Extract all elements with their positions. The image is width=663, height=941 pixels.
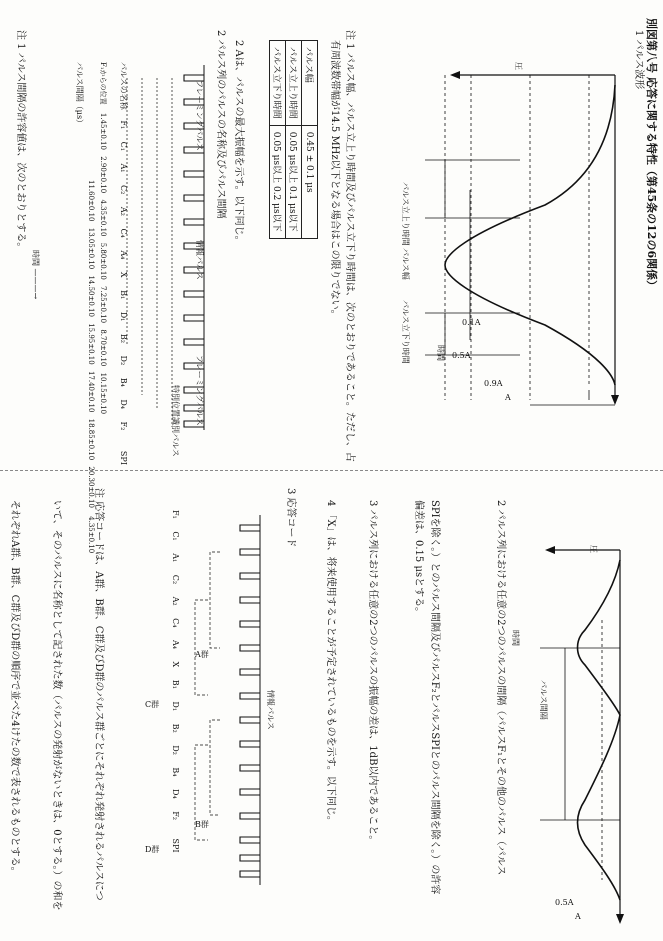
- item-2-line-2: SPIを除く。）とのパルス間隔及びパルスF₂とパルスSPIとのパルス間隔を除く。）の許容: [429, 500, 440, 895]
- waveform2-voltage-label: 圧: [589, 545, 598, 553]
- amp-a-label: A: [505, 393, 511, 402]
- pulse-times-row: F₁からの位置 1.45±0.10 2.90±0.10 4.35±0.10 5.80±0.10 7.25±0.10 8.70±0.10 10.15±0.10: [99, 62, 107, 415]
- reply-code-note-line-2: いて、そのパルスに名称として記された数（パルスの発射がないときは、0とする。）の和を: [51, 500, 62, 911]
- reply-code-note-line-3: それぞれA群、B群、C群及びD群の順序で並べた4けたの数で表されるものとする。: [9, 500, 20, 877]
- pulse-waveform-diagram: [385, 55, 630, 410]
- waveform1-voltage-label: 圧: [514, 62, 523, 70]
- note-1-line-1: 注 1 パルス幅、パルス立上り時間及びパルス立下り時間は、次のとおりであること。ただし、占: [344, 30, 355, 462]
- item-2-line-1: 2 パルス列における任意の2つのパルスの間隔（パルスF₁とその他のパルス（パルス: [495, 500, 506, 876]
- amp-01a-label: 0.1A: [462, 318, 481, 327]
- table-row: パルス立下り時間 0.05 μs以上 0.2 μs以下: [270, 41, 286, 239]
- waveform1-time-label: 時間: [436, 345, 445, 361]
- section-2-heading: 2 パルス列のパルスの名称及びパルス間隔: [215, 30, 226, 219]
- note-2-line: 2 Aは、パルスの最大振幅を示す。以下同じ。: [233, 40, 244, 246]
- pulse-train-time-label: 時間 ———→: [31, 250, 40, 300]
- reply-code-diagram: [170, 505, 275, 890]
- waveform2-interval-label: パルス間隔: [539, 680, 548, 720]
- pulse-spec-table: [269, 40, 318, 239]
- item-3: 3 パルス列における任意の2つのパルスの振幅の差は、1dB以内であること。: [367, 500, 378, 846]
- pulse-names-row: パルスの名称 F₁ C₁ A₁ C₂ A₂ C₄ A₄ X B₁ D₁ B₂ D₂ B₄ D₄ F₂ SPI: [119, 62, 128, 465]
- waveform2-time-label: 時間: [511, 630, 520, 646]
- code-info-pulse-label: 情報パルス: [266, 690, 275, 730]
- waveform2-05a-label: 0.5A: [555, 898, 574, 907]
- group-c-label: C群: [145, 700, 160, 709]
- framing-pulse-label-1: フレーミングパルス: [195, 80, 204, 151]
- amp-05a-label: 0.5A: [452, 351, 471, 360]
- fall-time-label: パルス立下り時間: [401, 300, 410, 364]
- info-pulse-label: 情報パルス: [195, 240, 204, 280]
- pulse-interval-note: 注 1 パルス間隔の許容値は、次のとおりとする。: [15, 30, 26, 253]
- rise-time-label: パルス立上り時間: [401, 182, 410, 246]
- amp-09a-label: 0.9A: [484, 379, 503, 388]
- framing-pulse-label-2: フレーミングパルス: [195, 355, 204, 426]
- pulse-interval-waveform-diagram: [510, 540, 630, 925]
- pulse-width-label: パルス幅: [401, 248, 410, 280]
- group-a-label: A群: [195, 650, 209, 659]
- table-row: パルス幅 0.45 ± 0.1 μs: [302, 41, 318, 239]
- pulse-times-row-2: 11.60±0.10 13.05±0.10 14.50±0.10 15.95±0.10 17.40±0.10 18.85±0.10 20.30±0.10 4.35±0.10: [87, 180, 95, 554]
- spi-pulse-label: 特別位置識別パルス: [171, 385, 180, 457]
- section-3-heading: 3 応答コード: [285, 488, 296, 548]
- page-title: 別図第八号 応答に関する特性（第45条の12の6関係）: [645, 18, 658, 292]
- reply-code-note-line-1: 注 応答コードは、A群、B群、C群及びD群のパルス群ごとにそれぞれ発射されるパルスにつ: [93, 488, 104, 901]
- group-b-label: B群: [195, 820, 209, 829]
- table-row: パルス立上り時間 0.05 μs以上 0.1 μs以下: [286, 41, 302, 239]
- page-header: [644, 18, 660, 291]
- waveform2-a-label: A: [575, 912, 581, 921]
- item-2-line-3: 偏差は、0.15 μsとする。: [413, 500, 424, 618]
- code-pulse-names-row: F₁ C₁ A₁ C₂ A₂ C₄ A₄ X B₁ D₁ B₂ D₂ B₄ D₄ F₂ SPI: [171, 510, 180, 853]
- note-1-line-2: 有周波数帯幅が14.5 MHz以下となる場合はこの限りでない。: [329, 40, 340, 320]
- section-1-heading: 1 パルス波形: [633, 30, 644, 90]
- page-divider: [0, 470, 663, 471]
- item-4: 4 「X」は、将来使用することが予定されているものを示す。以下同じ。: [325, 500, 336, 826]
- interval-label: パルス間隔（μs）: [75, 62, 84, 128]
- group-d-label: D群: [145, 845, 160, 854]
